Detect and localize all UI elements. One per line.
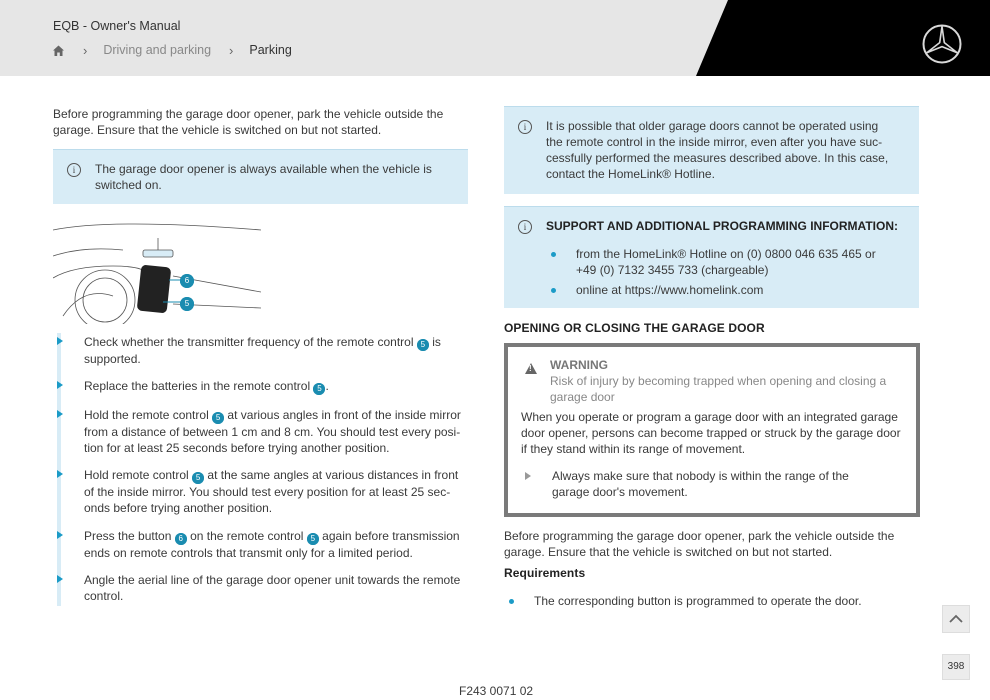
intro-paragraph-repeat: Before programming the garage door opener, park the vehicle outside the garage. Ensure that the vehicle is switched on but not started. [504, 529, 895, 559]
page-number: 398 [942, 654, 970, 680]
chevron-up-icon [943, 606, 969, 632]
step-item: Hold the remote control 5 at various angles in front of the inside mirror from a distance of between 1 cm and 8 cm. You should test every posi-tion for at least 25 seconds before trying another position. [84, 408, 461, 455]
warning-action: Always make sure that nobody is within the range of the garage door's movement. [552, 469, 849, 499]
info-icon: i [518, 220, 532, 234]
info-icon: i [67, 163, 81, 177]
requirements-heading: Requirements [504, 566, 586, 580]
chevron-right-icon: › [229, 42, 234, 58]
step-item: Hold remote control 5 at the same angles at various distances in front of the inside mirror. You should test every position for at least 25 sec-onds before trying another position. [84, 468, 459, 515]
bullet-dot [509, 599, 514, 604]
remote-control-badge: 5 [212, 412, 224, 424]
step-item: Angle the aerial line of the garage door opener unit towards the remote control. [84, 573, 461, 603]
info-icon: i [518, 120, 532, 134]
breadcrumb [52, 41, 292, 59]
requirement-item: The corresponding button is programmed to operate the door. [534, 594, 862, 608]
remote-control-badge: 5 [192, 472, 204, 484]
support-info-box [504, 206, 919, 308]
manual-title: EQB - Owner's Manual [53, 19, 181, 33]
warning-title: WARNING [550, 358, 608, 372]
callout-6: 6 [180, 274, 194, 288]
info-older-doors-text: It is possible that older garage doors cannot be operated using the remote control in the inside mirror, even after you have suc-cessfully performed the measures described above. In this case, contact the HomeLink® Hotline. [546, 119, 889, 181]
info-note-text: The garage door opener is always available when the vehicle is switched on. [95, 162, 432, 192]
step-item: Check whether the transmitter frequency of the remote control 5 is supported. [84, 335, 441, 366]
remote-control-illustration [53, 216, 261, 324]
warning-body: When you operate or program a garage door with an integrated garage door opener, persons can become trapped or struck by the garage door if they stand within its range of movement. [521, 410, 901, 456]
breadcrumb-item-parking: Parking [249, 43, 292, 57]
warning-subtitle: Risk of injury by becoming trapped when opening and closing a garage door [550, 374, 887, 404]
chevron-right-icon: › [83, 42, 88, 58]
support-item-website[interactable]: online at https://www.homelink.com [576, 283, 764, 297]
button-badge: 6 [175, 533, 187, 545]
support-item-hotline: from the HomeLink® Hotline on (0) 0800 046 635 465 or +49 (0) 7132 3455 733 (chargeable) [576, 247, 876, 277]
info-note-box [53, 149, 468, 204]
warning-box [504, 343, 920, 517]
step-item: Press the button 6 on the remote control 5 again before transmission ends on remote controls that transmit only for a limited period. [84, 529, 460, 560]
bullet-dot [551, 252, 556, 257]
scroll-to-top-button[interactable] [942, 605, 970, 633]
intro-paragraph: Before programming the garage door opener, park the vehicle outside the garage. Ensure that the vehicle is switched on but not started. [53, 107, 444, 137]
brand-star-logo-icon[interactable] [920, 22, 964, 66]
callout-5: 5 [180, 297, 194, 311]
step-item: Replace the batteries in the remote control 5 . [84, 379, 329, 393]
figure-id: F243 0071 02 [459, 684, 534, 698]
remote-control-badge: 5 [307, 533, 319, 545]
remote-control-badge: 5 [313, 383, 325, 395]
bullet-dot [551, 288, 556, 293]
breadcrumb-item-driving-and-parking[interactable]: Driving and parking [103, 43, 212, 57]
section-heading: OPENING OR CLOSING THE GARAGE DOOR [504, 321, 765, 335]
remote-control-badge: 5 [417, 339, 429, 351]
info-older-doors-box [504, 106, 919, 194]
support-heading: SUPPORT AND ADDITIONAL PROGRAMMING INFORMATION: [546, 219, 898, 233]
warning-icon [525, 363, 537, 374]
home-icon[interactable] [52, 44, 65, 57]
